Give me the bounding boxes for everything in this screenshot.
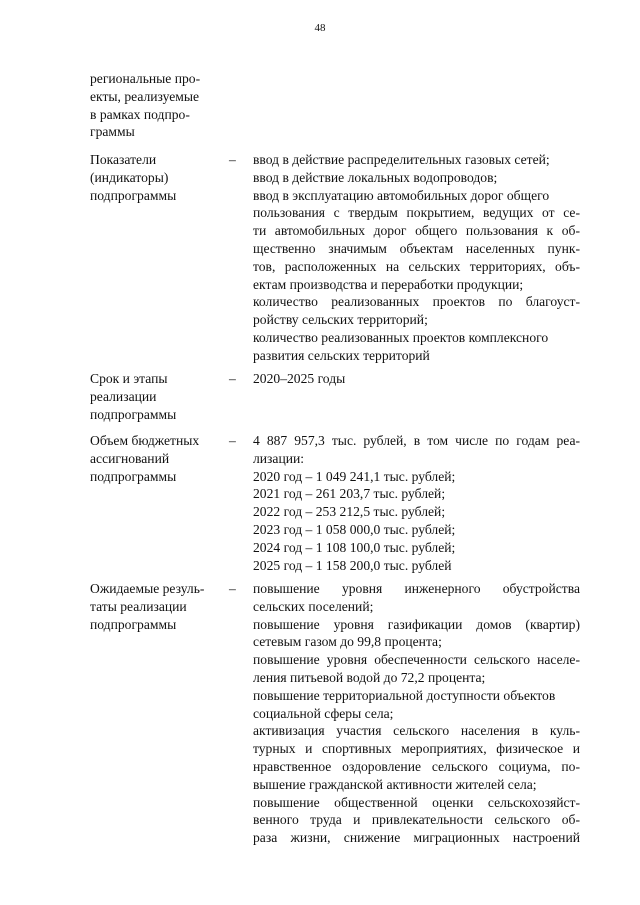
section-label xyxy=(90,151,220,204)
content-line: венного труда и привлекательности сельского об- xyxy=(253,812,580,828)
content-line: ления питьевой водой до 72,2 процента; xyxy=(253,669,486,685)
section-dash: – xyxy=(229,152,236,167)
content-line: 2025 год – 1 158 200,0 тыс. рублей xyxy=(253,557,452,573)
content-line: 2022 год – 253 212,5 тыс. рублей; xyxy=(253,504,446,520)
label-line: региональные про- xyxy=(90,71,201,86)
page-number: 48 xyxy=(314,22,326,34)
content-line: активизация участия сельского населения в куль- xyxy=(253,723,580,739)
content-line: 4 887 957,3 тыс. рублей, в том числе по годам реа- xyxy=(253,433,580,448)
content-line: ектам производства и переработки продукции; xyxy=(253,276,524,292)
content-line: раза жизни, снижение миграционных настроений xyxy=(253,830,580,846)
content-line: лизации: xyxy=(253,450,305,466)
content-line: ввод в действие локальных водопроводов; xyxy=(253,169,498,185)
content-line: развития сельских территорий xyxy=(253,347,430,363)
content-line: турных и спортивных мероприятиях, физическое и xyxy=(253,741,580,757)
label-line: Показатели xyxy=(90,152,157,167)
content-line: количество реализованных проектов по благоуст- xyxy=(253,294,580,310)
content-line: пользования с твердым покрытием, ведущих от се- xyxy=(253,205,580,221)
section-label xyxy=(90,432,220,485)
section-content xyxy=(253,580,580,847)
label-line: подпрограммы xyxy=(90,468,177,484)
content-line: 2023 год – 1 058 000,0 тыс. рублей; xyxy=(253,521,456,537)
section-dash: – xyxy=(229,433,236,448)
label-line: екты, реализуемые xyxy=(90,88,200,104)
content-line: 2024 год – 1 108 100,0 тыс. рублей; xyxy=(253,539,456,555)
label-line: таты реализации xyxy=(90,598,187,614)
content-line: повышение территориальной доступности объектов xyxy=(253,687,556,703)
content-line: повышение уровня газификации домов (квартир) xyxy=(253,616,580,632)
content-line: повышение уровня обеспеченности сельского населе- xyxy=(253,652,580,668)
label-line: Ожидаемые резуль- xyxy=(90,581,205,596)
content-line: вышение гражданской активности жителей села; xyxy=(253,776,537,792)
label-line: реализации xyxy=(90,388,157,404)
section-dash: – xyxy=(229,581,236,596)
label-line: Срок и этапы xyxy=(90,371,168,386)
content-line: сетевым газом до 99,8 процента; xyxy=(253,634,442,650)
content-line: сельских поселений; xyxy=(253,598,374,614)
content-line: 2021 год – 261 203,7 тыс. рублей; xyxy=(253,486,446,502)
content-line: 2020–2025 годы xyxy=(253,371,346,386)
section-content xyxy=(253,151,580,365)
section-label xyxy=(90,370,220,423)
content-line: повышение уровня инженерного обустройства xyxy=(253,581,580,596)
content-line: нравственное оздоровление сельского социума, по- xyxy=(253,758,580,774)
label-line: подпрограммы xyxy=(90,187,177,203)
label-line: подпрограммы xyxy=(90,616,177,632)
content-line: количество реализованных проектов комплексного xyxy=(253,329,549,345)
label-line: Объем бюджетных xyxy=(90,433,200,448)
section-label xyxy=(90,580,220,633)
section-content xyxy=(253,432,580,574)
section-label xyxy=(90,70,220,141)
content-line: щественно значимым объектам населенных пунк- xyxy=(253,240,580,256)
section-content xyxy=(253,370,580,388)
content-line: ти автомобильных дорог общего пользования к об- xyxy=(253,223,580,239)
content-line: ройству сельских территорий; xyxy=(253,312,428,328)
label-line: (индикаторы) xyxy=(90,169,169,185)
content-line: ввод в эксплуатацию автомобильных дорог общего xyxy=(253,187,550,203)
section-dash: – xyxy=(229,371,236,386)
content-line: 2020 год – 1 049 241,1 тыс. рублей; xyxy=(253,468,456,484)
label-line: в рамках подпро- xyxy=(90,106,190,122)
label-line: подпрограммы xyxy=(90,406,177,422)
content-line: повышение общественной оценки сельскохозяйст- xyxy=(253,794,580,810)
label-line: граммы xyxy=(90,124,135,140)
label-line: ассигнований xyxy=(90,450,170,466)
content-line: тов, расположенных на сельских территориях, объ- xyxy=(253,258,580,274)
content-line: ввод в действие распределительных газовых сетей; xyxy=(253,152,550,167)
content-line: социальной сферы села; xyxy=(253,705,394,721)
